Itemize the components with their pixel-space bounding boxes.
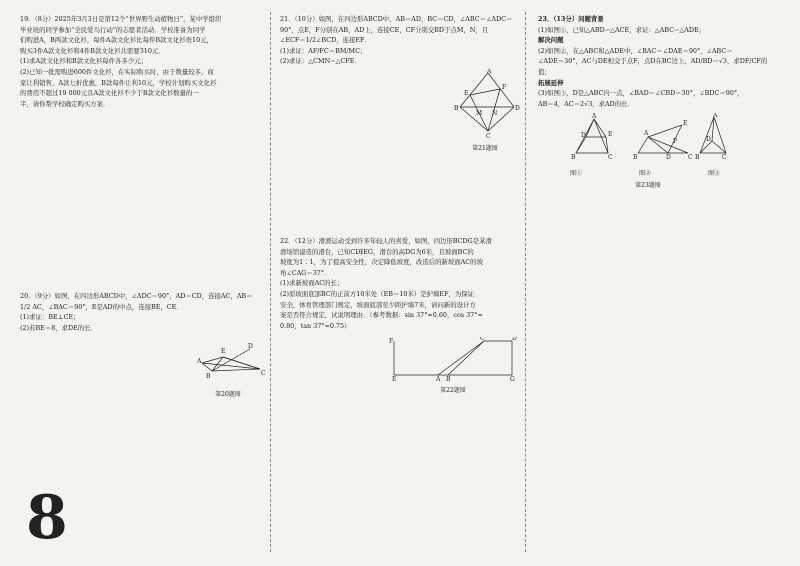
q23-fig1-label: A <box>592 113 597 121</box>
q19-line: (2)已知一批需购进600件文化衫，在实际购买时，由于数量较多，商 <box>20 67 214 76</box>
q23-fig3-label: C <box>722 154 727 162</box>
q22-label: B <box>446 376 451 382</box>
q22-label: E <box>392 376 397 382</box>
q23-figures <box>568 113 728 191</box>
q23-fig2-label: A <box>644 130 649 138</box>
q23-fig1-segment-ad <box>586 119 594 137</box>
q22-line: 22．（12分）滑滑运动受到许多年轻人的喜爱，如图，四边形BCDG是某滑 <box>280 237 492 245</box>
q19-line: 们购进A，B两款文化衫，每件A款文化衫比每件B款文化衫贵10元， <box>20 36 213 45</box>
q20-line: (1)求证：BE⊥CE； <box>20 313 80 322</box>
q20-caption: 第20题图 <box>215 390 241 398</box>
q23-line: (2)如图②，在△ABC和△ADE中，∠BAC＝∠DAE＝90°，∠ABC＝ <box>538 46 733 55</box>
q22-line: 案是否符合规定，试说明理由．（参考数据：sin 37°≈0.60，cos 37°≈ <box>280 311 483 320</box>
q23-fig2-label: E <box>683 120 688 128</box>
q22-line: 滑场馆建造的滑台，已知CD∥EG，滑台的高DG为6米，且坡面BC的 <box>280 247 474 256</box>
q19-line: 半，请你帮学校确定购买方案． <box>20 99 110 108</box>
q20-diagram <box>188 339 268 385</box>
question-23 <box>538 14 778 191</box>
q21-quad <box>460 73 514 131</box>
q19-line: 毕业班的同学参加“全民爱鸟行动”的志愿者活动．学校准备为同学 <box>20 25 206 34</box>
q23-fig3-caption: 图③ <box>707 169 720 177</box>
q23-fig1-label: B <box>571 154 576 162</box>
q22-line: (1)求新坡面AC的长； <box>280 279 344 288</box>
q20-line: 1/2 AC，∠BAC＝90°，E是AD的中点，连接BE，CE． <box>20 302 183 311</box>
q21-label: E <box>464 89 469 97</box>
q23-fig1-label: C <box>608 154 613 162</box>
question-19 <box>20 14 260 109</box>
q21-caption: 第21题图 <box>472 144 498 152</box>
q20-figure <box>188 339 268 400</box>
q23-fig2-triangle-abc <box>638 137 688 153</box>
q23-line: (1)如图①，已知△ABD∽△ACE，求证：△ABC∽△ADE； <box>538 25 706 34</box>
q20-label: E <box>221 348 226 356</box>
q22-line: 角∠CAG＝37°． <box>280 268 331 277</box>
q22-caption: 第22题图 <box>440 386 466 394</box>
q23-figure-captions <box>570 169 720 180</box>
q21-label: D <box>515 104 520 112</box>
q23-fig2-label: C <box>688 154 693 162</box>
q23-line: ∠ADE＝30°，AC与DE相交于点F，点D在BC边上，AD/BD＝√3，求DF/CF的值； <box>538 57 768 76</box>
q20-label: A <box>197 358 202 366</box>
q23-heading-solve: 解决问题 <box>538 36 564 45</box>
q23-fig2-caption: 图② <box>638 169 651 177</box>
q19-line: (1)求A款文化衫和B款文化衫每件各多少元； <box>20 57 148 66</box>
column-divider-right <box>525 12 526 552</box>
q23-fig1-caption: 图① <box>570 169 583 177</box>
q21-label: B <box>454 104 459 112</box>
q22-diagram <box>388 337 518 381</box>
q19-line: 的费用不超过19 000元且A款文化衫不少于B款文化衫数量的一 <box>20 89 199 98</box>
q22-label: A <box>436 376 441 382</box>
q20-line: 20．（9分）如图，在四边形ABCD中，∠ADC＝90°，AD＝CD，连接AC，AB＝ <box>20 292 253 300</box>
q21-line: 21．（10分）如图，在四边形ABCD中，AB＝AD，BC＝CD，∠ABC＝∠ADC＝ <box>280 15 513 23</box>
q23-fig2-segment-ad <box>648 137 668 153</box>
q20-label: D <box>248 343 253 351</box>
q22-line: 坡度为1∶1，为了提高安全性，决定降低坡度，改造后的新坡面AC的坡 <box>280 258 483 267</box>
q21-label: C <box>486 132 491 139</box>
q22-label: C <box>480 337 485 343</box>
q23-fig1-label: E <box>608 131 613 139</box>
q23-fig1-label: D <box>581 132 586 140</box>
q22-label: F <box>389 338 394 346</box>
q21-label: F <box>502 83 507 91</box>
q23-heading-extend: 拓展延伸 <box>538 78 564 87</box>
q21-label: M <box>476 109 483 117</box>
page-number: 8 <box>26 483 68 553</box>
q23-fig3-label: A <box>713 113 718 120</box>
q23-fig2-label: B <box>633 154 638 162</box>
q22-line: (2)原坡面底部BC的正前方10米处（EB＝10米）是护墙EF，为保证 <box>280 289 475 298</box>
q22-line: 安全，体育管理部门规定，坡面底部至少距护墙7米，请问新的设计方 <box>280 300 476 309</box>
question-21 <box>280 14 520 154</box>
q21-line: 90°，点E，F分别在AB，AD上，连接CE，CF分别交BD于点M，N，且 <box>280 25 489 34</box>
q23-caption: 第23题图 <box>635 181 661 189</box>
q20-line: (2)若BE＝8，求DE的长． <box>20 323 98 332</box>
q23-fig3-triangle-abc <box>700 117 726 153</box>
q23-fig1-segment-bd <box>576 137 586 153</box>
q21-label: N <box>492 109 498 117</box>
q23-diagram <box>568 113 728 165</box>
q21-line: ∠ECF＝1/2∠BCD，连接EF． <box>280 36 371 45</box>
q21-label: A <box>487 68 492 75</box>
q21-diagram <box>450 69 520 139</box>
q21-line: (2)求证：△CMN∽△CFE． <box>280 57 361 66</box>
q22-slope-bc <box>448 341 484 375</box>
q21-figure <box>450 69 520 154</box>
q23-fig3-label: B <box>695 154 700 162</box>
q22-line: 0.80，tan 37°≈0.75） <box>280 321 351 330</box>
q23-line: AB＝4，AC＝2√3，求AD的长． <box>538 99 634 108</box>
q23-fig3-label: D <box>706 136 711 144</box>
column-divider-left <box>270 12 271 552</box>
q23-line: 23．（13分）问题背景 <box>538 15 604 23</box>
q22-slope-ac <box>438 341 484 375</box>
question-20 <box>20 291 266 401</box>
q23-fig2-label: D <box>666 154 671 162</box>
q19-line: 购买3件A款文化衫和4件B款文化衫共需要310元． <box>20 46 165 55</box>
q21-line: (1)求证：AF/FC＝BM/MC； <box>280 46 367 55</box>
q23-line: (3)如图③，D是△ABC内一点，∠BAD＝∠CBD＝30°，∠BDC＝90°， <box>538 89 744 98</box>
q19-line: 19．（8分）2025年3月3日是第12个“世界野生动植物日”，某中学组织 <box>20 15 222 23</box>
q23-fig2-label: F <box>673 138 678 146</box>
q22-figure <box>388 337 518 396</box>
q22-label: G <box>510 376 515 382</box>
q20-label: B <box>206 373 211 381</box>
question-22 <box>280 236 516 397</box>
q19-line: 家让利销售，A款七折优惠，B款每件让利10元，学校计划购买文化衫 <box>20 78 217 87</box>
q22-label: D <box>512 337 517 343</box>
q20-label: C <box>261 370 266 378</box>
